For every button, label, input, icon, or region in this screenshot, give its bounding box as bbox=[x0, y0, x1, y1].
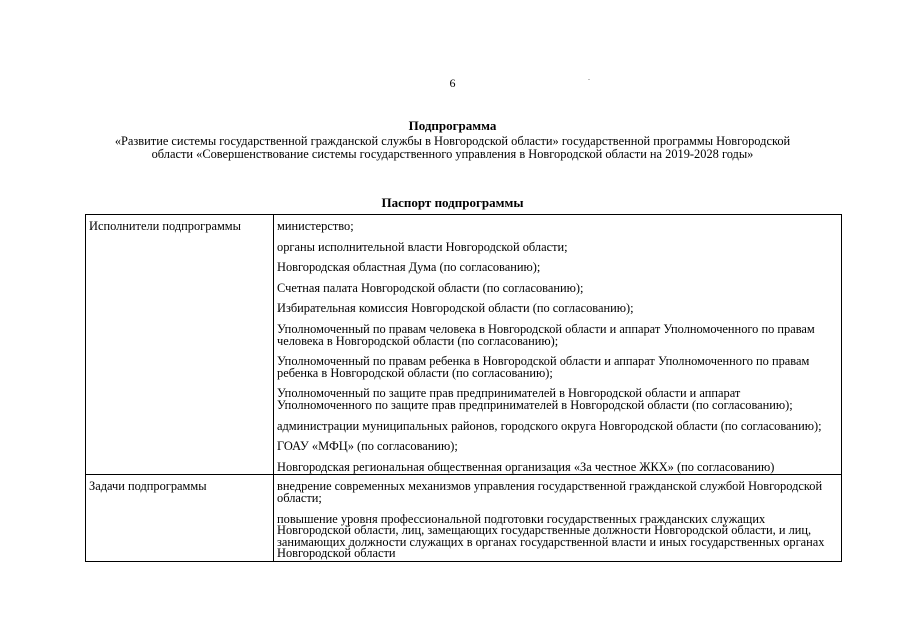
list-item: администрации муниципальных районов, городского округа Новгородской области (по согласованию); bbox=[277, 418, 822, 433]
row-content bbox=[274, 215, 842, 475]
list-item: внедрение современных механизмов управления государственной гражданской службой Новгородской области; bbox=[277, 479, 823, 505]
document-subtitle: «Развитие системы государственной гражданской службы в Новгородской области» государственной программы Новгородской области «Совершенствование системы государственного управления в Новгородской области на 2019-2028 годы» bbox=[114, 134, 791, 161]
row-label: Задачи подпрограммы bbox=[86, 475, 274, 562]
list-item: органы исполнительной власти Новгородской области; bbox=[277, 239, 568, 254]
passport-table bbox=[85, 214, 842, 562]
list-item: Счетная палата Новгородской области (по согласованию); bbox=[277, 280, 584, 295]
list-item: ГОАУ «МФЦ» (по согласованию); bbox=[277, 439, 458, 454]
list-item: Уполномоченный по правам человека в Новгородской области и аппарат Уполномоченного по правам человека в Новгородской области (по согласованию); bbox=[277, 321, 815, 348]
passport-title: Паспорт подпрограммы bbox=[381, 195, 524, 210]
list-item: Уполномоченный по защите прав предпринимателей в Новгородской области и аппарат Уполномоченного по защите прав предпринимателей в Новгородской области (по согласованию); bbox=[277, 386, 793, 412]
row-content bbox=[274, 475, 842, 562]
table-row bbox=[86, 215, 842, 475]
page-number: 6 bbox=[449, 76, 456, 90]
list-item: Избирательная комиссия Новгородской области (по согласованию); bbox=[277, 301, 634, 316]
page-dot: . bbox=[588, 73, 590, 82]
list-item: повышение уровня профессиональной подготовки государственных гражданских служащих Новгородской области, лиц, замещающих государственные должности Новгородской области, и лиц, занимающих должности служащих в органах государственной власти и иных государственных органах Новгородской области bbox=[277, 511, 825, 561]
table-row bbox=[86, 475, 842, 562]
list-item: Новгородская региональная общественная организация «За честное ЖКХ» (по согласованию) bbox=[277, 459, 775, 474]
list-item: Новгородская областная Дума (по согласованию); bbox=[277, 260, 541, 275]
document-heading: Подпрограмма bbox=[408, 118, 497, 133]
list-item: министерство; bbox=[277, 219, 354, 233]
list-item: Уполномоченный по правам ребенка в Новгородской области и аппарат Уполномоченного по правам ребенка в Новгородской области (по согласованию); bbox=[277, 354, 810, 380]
row-label: Исполнители подпрограммы bbox=[86, 215, 274, 475]
